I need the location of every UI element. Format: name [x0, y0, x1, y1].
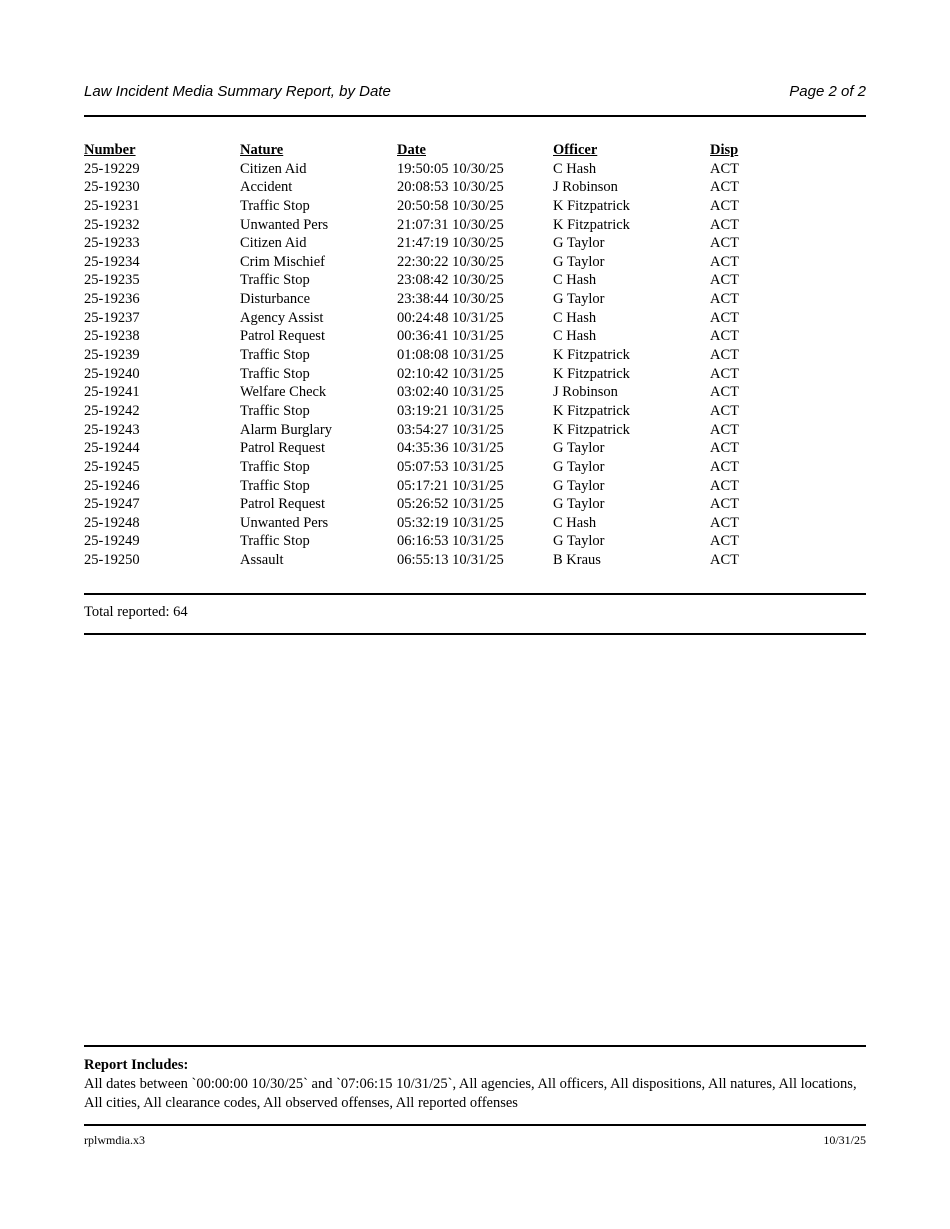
cell-date: 20:08:53 10/30/25 — [397, 179, 504, 196]
cell-date: 23:38:44 10/30/25 — [397, 291, 504, 308]
cell-nature: Assault — [240, 552, 284, 569]
cell-officer: C Hash — [553, 272, 597, 289]
cell-disp: ACT — [710, 496, 739, 513]
cell-officer: G Taylor — [553, 235, 605, 252]
cell-number: 25-19240 — [84, 365, 140, 382]
cell-officer: G Taylor — [553, 496, 605, 513]
cell-nature: Patrol Request — [240, 328, 325, 345]
cell-number: 25-19242 — [84, 402, 140, 419]
cell-date: 06:16:53 10/31/25 — [397, 533, 504, 550]
cell-officer: K Fitzpatrick — [553, 365, 630, 382]
cell-date: 03:19:21 10/31/25 — [397, 402, 504, 419]
cell-date: 05:32:19 10/31/25 — [397, 514, 504, 531]
cell-officer: C Hash — [553, 328, 597, 345]
table-row — [84, 477, 770, 496]
cell-officer: K Fitzpatrick — [553, 347, 630, 364]
cell-officer: K Fitzpatrick — [553, 402, 630, 419]
cell-number: 25-19233 — [84, 235, 140, 252]
cell-number: 25-19235 — [84, 272, 140, 289]
report-id: rplwmdia.x3 — [84, 1133, 145, 1147]
cell-disp: ACT — [710, 402, 739, 419]
cell-officer: K Fitzpatrick — [553, 197, 630, 214]
cell-date: 05:26:52 10/31/25 — [397, 496, 504, 513]
cell-disp: ACT — [710, 309, 739, 326]
cell-officer: G Taylor — [553, 291, 605, 308]
cell-nature: Traffic Stop — [240, 533, 310, 550]
cell-disp: ACT — [710, 216, 739, 233]
cell-number: 25-19250 — [84, 552, 140, 569]
table-row — [84, 253, 770, 272]
cell-number: 25-19230 — [84, 179, 140, 196]
cell-disp: ACT — [710, 291, 739, 308]
cell-date: 03:54:27 10/31/25 — [397, 421, 504, 438]
table-row — [84, 327, 770, 346]
cell-disp: ACT — [710, 533, 739, 550]
table-row — [84, 532, 770, 551]
total-divider — [84, 633, 866, 635]
cell-number: 25-19237 — [84, 309, 140, 326]
cell-date: 22:30:22 10/30/25 — [397, 253, 504, 270]
cell-disp: ACT — [710, 384, 739, 401]
cell-nature: Unwanted Pers — [240, 216, 329, 233]
report-title: Law Incident Media Summary Report, by Date — [84, 83, 391, 100]
cell-date: 06:55:13 10/31/25 — [397, 552, 504, 569]
table-row — [84, 234, 770, 253]
cell-disp: ACT — [710, 179, 739, 196]
cell-disp: ACT — [710, 421, 739, 438]
cell-date: 04:35:36 10/31/25 — [397, 440, 504, 457]
cell-number: 25-19231 — [84, 197, 140, 214]
table-row — [84, 271, 770, 290]
total-reported: Total reported: 64 — [84, 604, 188, 620]
cell-officer: J Robinson — [553, 384, 618, 401]
column-header-nature: Nature — [240, 142, 284, 158]
table-row — [84, 290, 770, 309]
cell-nature: Traffic Stop — [240, 402, 310, 419]
cell-number: 25-19229 — [84, 160, 140, 177]
cell-nature: Traffic Stop — [240, 365, 310, 382]
table-row — [84, 160, 770, 179]
cell-officer: G Taylor — [553, 477, 605, 494]
cell-nature: Traffic Stop — [240, 197, 310, 214]
cell-nature: Accident — [240, 179, 293, 196]
cell-date: 02:10:42 10/31/25 — [397, 365, 504, 382]
cell-nature: Traffic Stop — [240, 347, 310, 364]
table-row — [84, 365, 770, 384]
cell-date: 23:08:42 10/30/25 — [397, 272, 504, 289]
cell-officer: G Taylor — [553, 458, 605, 475]
cell-number: 25-19238 — [84, 328, 140, 345]
cell-disp: ACT — [710, 458, 739, 475]
footer-date: 10/31/25 — [823, 1133, 866, 1147]
cell-disp: ACT — [710, 235, 739, 252]
table-header-row — [84, 141, 770, 160]
cell-officer: K Fitzpatrick — [553, 216, 630, 233]
cell-number: 25-19241 — [84, 384, 140, 401]
cell-number: 25-19234 — [84, 253, 140, 270]
cell-date: 03:02:40 10/31/25 — [397, 384, 504, 401]
cell-number: 25-19243 — [84, 421, 140, 438]
incident-table — [84, 141, 770, 570]
cell-disp: ACT — [710, 272, 739, 289]
cell-date: 20:50:58 10/30/25 — [397, 197, 504, 214]
table-row — [84, 346, 770, 365]
table-row — [84, 197, 770, 216]
table-row — [84, 421, 770, 440]
column-header-disp: Disp — [710, 142, 739, 158]
cell-officer: K Fitzpatrick — [553, 421, 630, 438]
cell-nature: Traffic Stop — [240, 272, 310, 289]
cell-disp: ACT — [710, 477, 739, 494]
cell-nature: Alarm Burglary — [240, 421, 332, 438]
cell-disp: ACT — [710, 197, 739, 214]
cell-number: 25-19245 — [84, 458, 140, 475]
cell-officer: C Hash — [553, 514, 597, 531]
report-includes-title: Report Includes: — [84, 1057, 189, 1073]
page-number: Page 2 of 2 — [789, 83, 866, 100]
cell-officer: G Taylor — [553, 533, 605, 550]
table-row — [84, 216, 770, 235]
cell-officer: C Hash — [553, 309, 597, 326]
cell-nature: Patrol Request — [240, 440, 325, 457]
includes-top-divider — [84, 1045, 866, 1047]
cell-number: 25-19248 — [84, 514, 140, 531]
cell-officer: J Robinson — [553, 179, 618, 196]
cell-disp: ACT — [710, 440, 739, 457]
table-bottom-divider — [84, 593, 866, 595]
table-row — [84, 551, 770, 570]
table-row — [84, 458, 770, 477]
cell-disp: ACT — [710, 514, 739, 531]
cell-nature: Traffic Stop — [240, 458, 310, 475]
cell-date: 05:17:21 10/31/25 — [397, 477, 504, 494]
cell-officer: G Taylor — [553, 440, 605, 457]
cell-disp: ACT — [710, 328, 739, 345]
cell-disp: ACT — [710, 253, 739, 270]
table-row — [84, 383, 770, 402]
cell-number: 25-19236 — [84, 291, 140, 308]
cell-date: 21:07:31 10/30/25 — [397, 216, 504, 233]
cell-nature: Citizen Aid — [240, 160, 307, 177]
footer-divider — [84, 1124, 866, 1126]
cell-disp: ACT — [710, 365, 739, 382]
cell-date: 00:24:48 10/31/25 — [397, 309, 504, 326]
column-header-date: Date — [397, 142, 426, 158]
cell-nature: Agency Assist — [240, 309, 324, 326]
table-row — [84, 514, 770, 533]
cell-nature: Disturbance — [240, 291, 311, 308]
column-header-officer: Officer — [553, 142, 598, 158]
cell-nature: Welfare Check — [240, 384, 327, 401]
table-row — [84, 178, 770, 197]
cell-nature: Unwanted Pers — [240, 514, 329, 531]
cell-officer: B Kraus — [553, 552, 601, 569]
cell-disp: ACT — [710, 552, 739, 569]
cell-officer: C Hash — [553, 160, 597, 177]
table-row — [84, 309, 770, 328]
cell-disp: ACT — [710, 347, 739, 364]
cell-disp: ACT — [710, 160, 739, 177]
cell-number: 25-19239 — [84, 347, 140, 364]
table-row — [84, 495, 770, 514]
report-includes-text: All dates between `00:00:00 10/30/25` and `07:06:15 10/31/25`, All agencies, All officers, All dispositions, All natures, All locations, All cities, All clearance codes, All observed offenses, All reported offenses — [84, 1076, 857, 1111]
cell-date: 19:50:05 10/30/25 — [397, 160, 504, 177]
cell-number: 25-19247 — [84, 496, 140, 513]
header-divider — [84, 115, 866, 117]
table-row — [84, 402, 770, 421]
cell-nature: Crim Mischief — [240, 253, 325, 270]
cell-nature: Patrol Request — [240, 496, 325, 513]
cell-nature: Traffic Stop — [240, 477, 310, 494]
cell-date: 05:07:53 10/31/25 — [397, 458, 504, 475]
column-header-number: Number — [84, 142, 136, 158]
cell-date: 01:08:08 10/31/25 — [397, 347, 504, 364]
cell-number: 25-19246 — [84, 477, 140, 494]
cell-officer: G Taylor — [553, 253, 605, 270]
cell-number: 25-19249 — [84, 533, 140, 550]
cell-date: 21:47:19 10/30/25 — [397, 235, 504, 252]
cell-number: 25-19244 — [84, 440, 140, 457]
cell-nature: Citizen Aid — [240, 235, 307, 252]
cell-date: 00:36:41 10/31/25 — [397, 328, 504, 345]
table-row — [84, 439, 770, 458]
cell-number: 25-19232 — [84, 216, 140, 233]
